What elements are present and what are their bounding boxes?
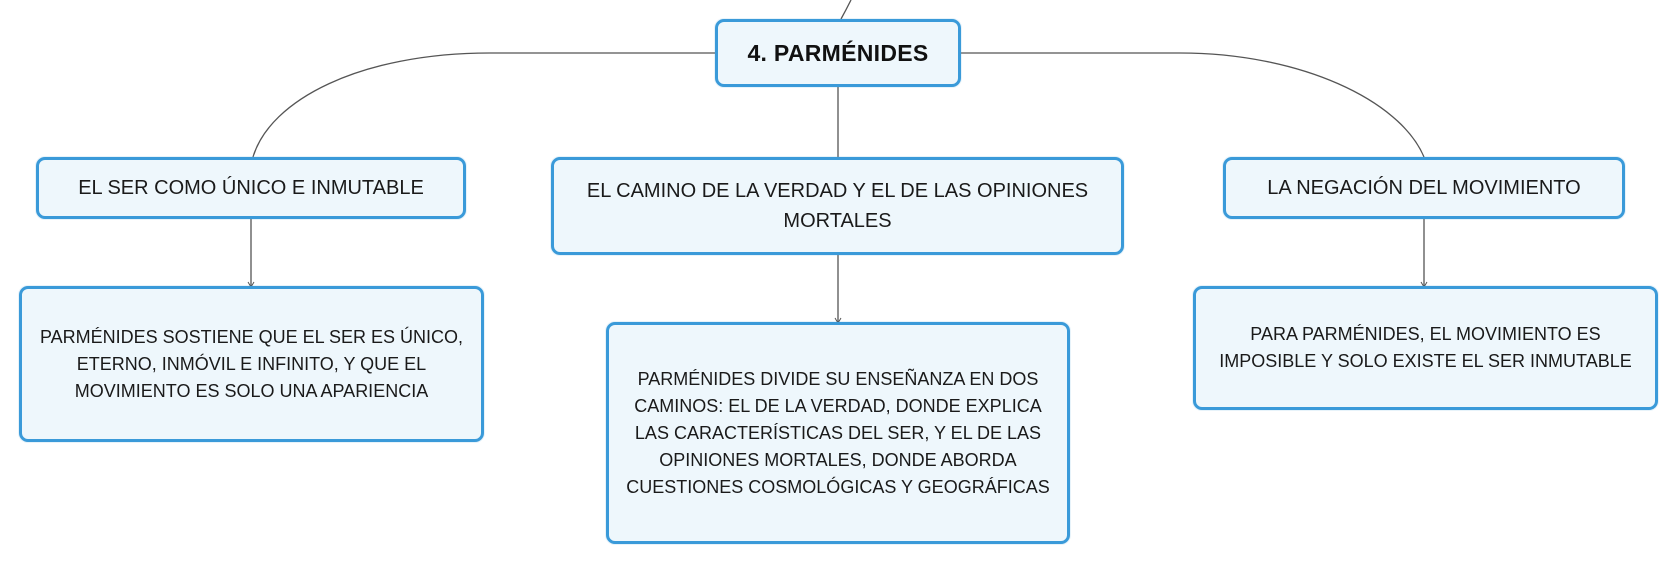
detail-node-camino[interactable] [606, 322, 1070, 544]
topic-node-ser[interactable] [36, 157, 466, 219]
topic-label: EL SER COMO ÚNICO E INMUTABLE [78, 177, 424, 199]
topic-label: LA NEGACIÓN DEL MOVIMIENTO [1267, 177, 1581, 199]
detail-text: PARMÉNIDES SOSTIENE QUE EL SER ES ÚNICO, ETERNO, INMÓVIL E INFINITO, Y QUE EL MOVIMIENTO ES SOLO UNA APARIENCIA [39, 326, 464, 401]
parent-connector [841, 0, 851, 19]
topic-node-negacion[interactable] [1223, 157, 1625, 219]
detail-node-ser[interactable] [19, 286, 484, 442]
detail-text: PARA PARMÉNIDES, EL MOVIMIENTO ES IMPOSIBLE Y SOLO EXISTE EL SER INMUTABLE [1219, 324, 1632, 371]
detail-text: PARMÉNIDES DIVIDE SU ENSEÑANZA EN DOS CAMINOS: EL DE LA VERDAD, DONDE EXPLICA LAS CARACTERÍSTICAS DEL SER, Y EL DE LAS OPINIONES MORTALES, DONDE ABORDA CUESTIONES COSMOLÓGICAS Y GEOGRÁFICAS [626, 368, 1050, 497]
root-label: 4. PARMÉNIDES [747, 39, 929, 66]
root-node[interactable] [715, 19, 961, 87]
connector-root-ser [253, 53, 715, 157]
topic-label: EL CAMINO DE LA VERDAD Y EL DE LAS OPINIONES MORTALES [586, 180, 1089, 232]
connector-root-negacion [961, 53, 1424, 157]
detail-node-negacion[interactable] [1193, 286, 1658, 410]
topic-node-camino[interactable] [551, 157, 1124, 255]
